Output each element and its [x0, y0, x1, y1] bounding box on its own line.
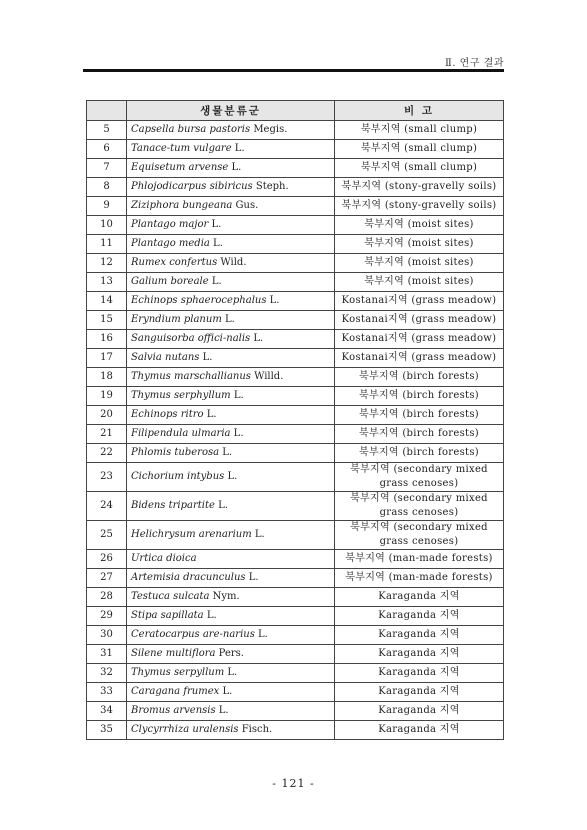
row-number: 11: [87, 235, 127, 254]
row-number: 20: [87, 406, 127, 425]
remark-cell: 북부지역 (birch forests): [335, 425, 504, 444]
species-cell: [127, 607, 335, 626]
remark-cell: 북부지역 (stony-gravelly soils): [335, 197, 504, 216]
row-number: 17: [87, 349, 127, 368]
species-latin-name: Salvia nutans: [131, 352, 200, 363]
species-cell: [127, 254, 335, 273]
species-author: L.: [209, 238, 223, 249]
species-cell: [127, 521, 335, 550]
table-row: [87, 702, 504, 721]
species-author: L.: [245, 572, 259, 583]
table-row: [87, 664, 504, 683]
species-cell: [127, 463, 335, 492]
row-number: 35: [87, 721, 127, 740]
species-author: Fisch.: [238, 724, 273, 735]
page-number: - 121 -: [272, 777, 315, 790]
species-latin-name: Phlomis tuberosa: [131, 447, 220, 458]
table-row: [87, 311, 504, 330]
table-header-row: [87, 101, 504, 121]
header-divider: [83, 69, 504, 72]
remark-cell: 북부지역 (secondary mixed grass cenoses): [335, 463, 504, 492]
table-row: [87, 216, 504, 235]
row-number: 15: [87, 311, 127, 330]
species-cell: [127, 569, 335, 588]
species-author: Willd.: [250, 371, 284, 382]
species-cell: [127, 140, 335, 159]
species-latin-name: Cichorium intybus: [131, 471, 225, 482]
remark-cell: Kostanai지역 (grass meadow): [335, 330, 504, 349]
table-row: [87, 444, 504, 463]
species-cell: [127, 311, 335, 330]
species-cell: [127, 292, 335, 311]
species-latin-name: Equisetum arvense: [131, 162, 229, 173]
row-number: 12: [87, 254, 127, 273]
row-number: 28: [87, 588, 127, 607]
species-latin-name: Bromus arvensis: [131, 705, 216, 716]
species-cell: [127, 664, 335, 683]
species-latin-name: Clycyrrhiza uralensis: [131, 724, 239, 735]
table-row: [87, 645, 504, 664]
species-author: Gus.: [232, 200, 259, 211]
species-latin-name: Thymus serpyllum: [131, 667, 225, 678]
remark-cell: 북부지역 (small clump): [335, 140, 504, 159]
species-latin-name: Eryndium planum: [131, 314, 222, 325]
row-number: 6: [87, 140, 127, 159]
species-cell: [127, 588, 335, 607]
row-number: 16: [87, 330, 127, 349]
species-cell: [127, 626, 335, 645]
species-author: Nym.: [209, 591, 240, 602]
table-row: [87, 492, 504, 521]
row-number: 18: [87, 368, 127, 387]
remark-cell: Kostanai지역 (grass meadow): [335, 292, 504, 311]
species-author: L.: [250, 333, 264, 344]
species-latin-name: Rumex confertus: [131, 257, 218, 268]
species-cell: [127, 406, 335, 425]
table-row: [87, 683, 504, 702]
row-number: 10: [87, 216, 127, 235]
table-row: [87, 330, 504, 349]
row-number: 13: [87, 273, 127, 292]
remark-cell: 북부지역 (birch forests): [335, 387, 504, 406]
remark-cell: 북부지역 (small clump): [335, 121, 504, 140]
row-number: 22: [87, 444, 127, 463]
table-row: [87, 235, 504, 254]
remark-cell: Karaganda 지역: [335, 664, 504, 683]
table-row: [87, 588, 504, 607]
remark-cell: 북부지역 (birch forests): [335, 406, 504, 425]
species-latin-name: Tanace-tum vulgare: [131, 143, 232, 154]
row-number: 30: [87, 626, 127, 645]
row-number: 31: [87, 645, 127, 664]
species-cell: [127, 368, 335, 387]
row-number: 19: [87, 387, 127, 406]
species-author: L.: [221, 314, 235, 325]
species-cell: [127, 683, 335, 702]
remark-cell: 북부지역 (moist sites): [335, 235, 504, 254]
species-cell: [127, 349, 335, 368]
species-latin-name: Plantago major: [131, 219, 209, 230]
species-latin-name: Stipa sapillata: [131, 610, 204, 621]
species-author: L.: [231, 143, 245, 154]
remark-cell: Kostanai지역 (grass meadow): [335, 349, 504, 368]
species-author: L.: [219, 447, 233, 458]
species-latin-name: Echinops sphaerocephalus: [131, 295, 267, 306]
species-latin-name: Thymus serphyllum: [131, 390, 231, 401]
species-cell: [127, 197, 335, 216]
table-row: [87, 550, 504, 569]
species-author: L.: [219, 686, 233, 697]
species-author: L.: [208, 219, 222, 230]
table-row: [87, 387, 504, 406]
remark-cell: Karaganda 지역: [335, 607, 504, 626]
species-cell: [127, 444, 335, 463]
species-latin-name: Echinops ritro: [131, 409, 204, 420]
row-number: 29: [87, 607, 127, 626]
species-cell: [127, 330, 335, 349]
species-cell: [127, 425, 335, 444]
species-author: L.: [254, 629, 268, 640]
table-row: [87, 159, 504, 178]
table-row: [87, 463, 504, 492]
column-header-remarks: 비 고: [335, 101, 504, 121]
species-cell: [127, 702, 335, 721]
table-row: [87, 406, 504, 425]
table-row: [87, 626, 504, 645]
row-number: 33: [87, 683, 127, 702]
row-number: 7: [87, 159, 127, 178]
species-author: L.: [203, 409, 217, 420]
species-author: L.: [199, 352, 213, 363]
species-table: [86, 100, 504, 740]
remark-cell: 북부지역 (small clump): [335, 159, 504, 178]
species-latin-name: Sanguisorba offici-nalis: [131, 333, 251, 344]
row-number: 34: [87, 702, 127, 721]
remark-cell: Karaganda 지역: [335, 721, 504, 740]
species-author: Steph.: [252, 181, 289, 192]
species-author: L.: [215, 705, 229, 716]
row-number: 27: [87, 569, 127, 588]
species-author: L.: [208, 276, 222, 287]
row-number: 5: [87, 121, 127, 140]
species-latin-name: Artemisia dracunculus: [131, 572, 246, 583]
species-cell: [127, 550, 335, 569]
species-latin-name: Ziziphora bungeana: [131, 200, 233, 211]
column-header-number: [87, 101, 127, 121]
remark-cell: 북부지역 (moist sites): [335, 254, 504, 273]
table-row: [87, 607, 504, 626]
species-cell: [127, 387, 335, 406]
species-latin-name: Ceratocarpus are-narius: [131, 629, 255, 640]
species-latin-name: Silene multiflora: [131, 648, 216, 659]
species-latin-name: Caragana frumex: [131, 686, 220, 697]
row-number: 26: [87, 550, 127, 569]
species-cell: [127, 492, 335, 521]
table-row: [87, 140, 504, 159]
species-cell: [127, 645, 335, 664]
table-row: [87, 178, 504, 197]
species-author: Megis.: [250, 124, 288, 135]
species-cell: [127, 216, 335, 235]
species-author: L.: [224, 471, 238, 482]
species-cell: [127, 721, 335, 740]
remark-cell: Karaganda 지역: [335, 683, 504, 702]
species-latin-name: Phlojodicarpus sibiricus: [131, 181, 253, 192]
section-header: Ⅱ. 연구 결과: [445, 58, 504, 69]
species-latin-name: Filipendula ulmaria: [131, 428, 231, 439]
remark-cell: Karaganda 지역: [335, 645, 504, 664]
species-cell: [127, 235, 335, 254]
table-row: [87, 425, 504, 444]
remark-cell: Karaganda 지역: [335, 588, 504, 607]
species-latin-name: Testuca sulcata: [131, 591, 210, 602]
species-latin-name: Thymus marschallianus: [131, 371, 251, 382]
remark-cell: 북부지역 (moist sites): [335, 273, 504, 292]
species-cell: [127, 121, 335, 140]
table-row: [87, 721, 504, 740]
remark-cell: 북부지역 (secondary mixed grass cenoses): [335, 521, 504, 550]
row-number: 8: [87, 178, 127, 197]
species-cell: [127, 178, 335, 197]
species-author: Pers.: [215, 648, 244, 659]
row-number: 32: [87, 664, 127, 683]
remark-cell: 북부지역 (secondary mixed grass cenoses): [335, 492, 504, 521]
species-author: L.: [251, 529, 265, 540]
table-row: [87, 121, 504, 140]
row-number: 23: [87, 463, 127, 492]
species-cell: [127, 159, 335, 178]
table-body: [87, 121, 504, 740]
species-author: L.: [228, 162, 242, 173]
table-row: [87, 349, 504, 368]
remark-cell: 북부지역 (birch forests): [335, 368, 504, 387]
remark-cell: 북부지역 (moist sites): [335, 216, 504, 235]
remark-cell: 북부지역 (man-made forests): [335, 569, 504, 588]
column-header-taxon: 생물분류군: [127, 101, 335, 121]
table-row: [87, 368, 504, 387]
species-latin-name: Urtica dioica: [131, 553, 197, 564]
remark-cell: 북부지역 (stony-gravelly soils): [335, 178, 504, 197]
table-row: [87, 569, 504, 588]
row-number: 9: [87, 197, 127, 216]
table-row: [87, 521, 504, 550]
species-latin-name: Plantago media: [131, 238, 210, 249]
species-author: L.: [230, 390, 244, 401]
remark-cell: Karaganda 지역: [335, 626, 504, 645]
remark-cell: 북부지역 (man-made forests): [335, 550, 504, 569]
species-author: Wild.: [217, 257, 247, 268]
species-author: L.: [214, 500, 228, 511]
remark-cell: Kostanai지역 (grass meadow): [335, 311, 504, 330]
row-number: 25: [87, 521, 127, 550]
species-latin-name: Capsella bursa pastoris: [131, 124, 251, 135]
species-author: L.: [224, 667, 238, 678]
table-row: [87, 273, 504, 292]
table-row: [87, 197, 504, 216]
table-row: [87, 292, 504, 311]
species-latin-name: Bidens tripartite: [131, 500, 215, 511]
species-latin-name: Helichrysum arenarium: [131, 529, 252, 540]
species-author: L.: [203, 610, 217, 621]
remark-cell: Karaganda 지역: [335, 702, 504, 721]
row-number: 24: [87, 492, 127, 521]
row-number: 21: [87, 425, 127, 444]
species-author: L.: [230, 428, 244, 439]
species-author: L.: [266, 295, 280, 306]
species-latin-name: Galium boreale: [131, 276, 209, 287]
species-cell: [127, 273, 335, 292]
remark-cell: 북부지역 (birch forests): [335, 444, 504, 463]
row-number: 14: [87, 292, 127, 311]
table-row: [87, 254, 504, 273]
